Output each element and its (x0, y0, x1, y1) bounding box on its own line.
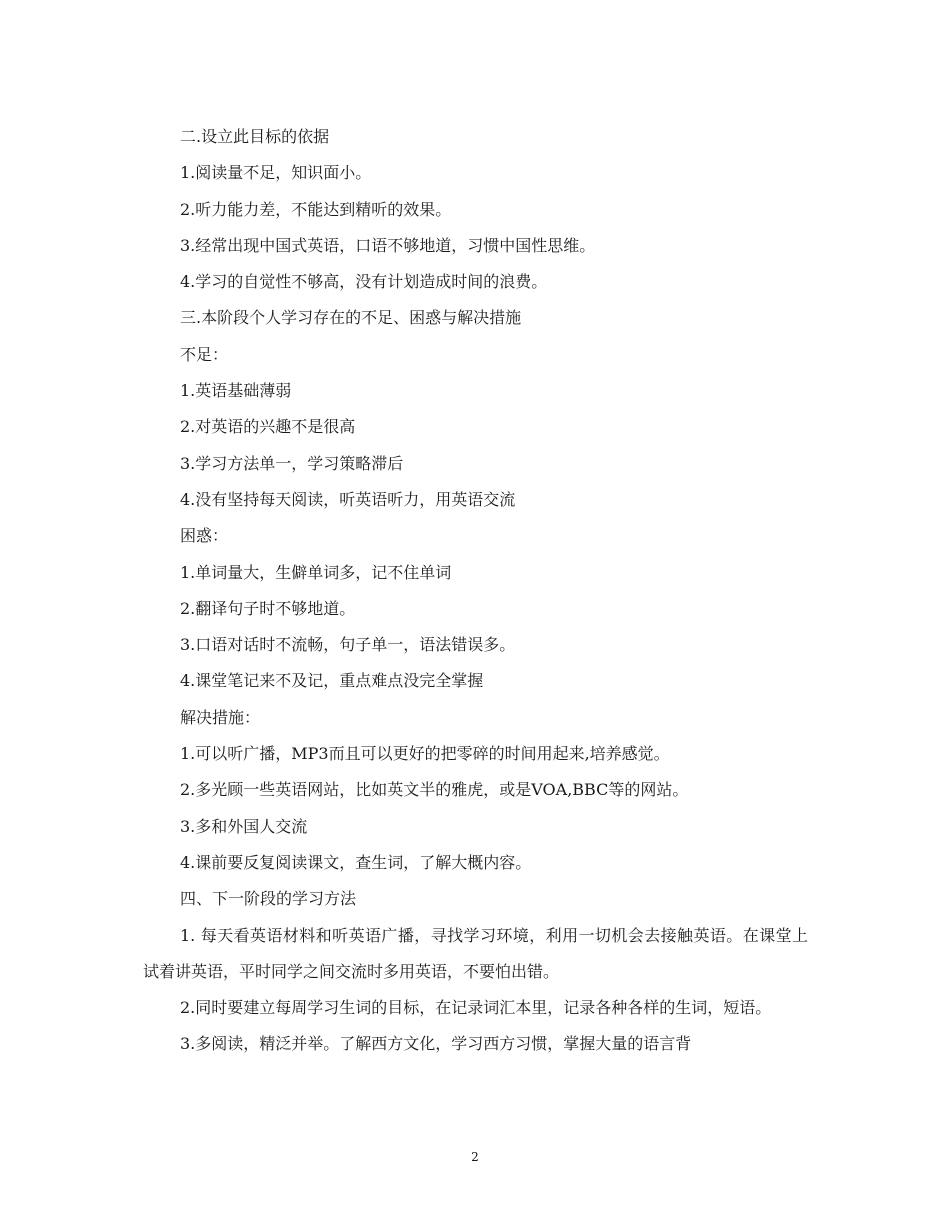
section-heading-basis: 二.设立此目标的依据 (180, 127, 330, 146)
list-item: 2.听力能力差，不能达到精听的效果。 (180, 199, 452, 219)
list-item: 1.单词量大，生僻单词多，记不住单词 (180, 562, 452, 582)
page-number: 2 (471, 1150, 479, 1164)
list-item: 3.经常出现中国式英语，口语不够地道，习惯中国性思维。 (180, 235, 596, 255)
list-item: 4.没有坚持每天阅读，听英语听力，用英语交流 (180, 489, 516, 509)
section-heading-shortcomings: 三.本阶段个人学习存在的不足、困惑与解决措施 (180, 308, 522, 328)
list-item: 3.多和外国人交流 (180, 816, 308, 836)
list-item: 1.可以听广播，MP3而且可以更好的把零碎的时间用起来,培养感觉。 (180, 744, 670, 764)
list-item: 3.学习方法单一，学习策略滞后 (180, 453, 404, 473)
list-item: 4.课堂笔记来不及记，重点难点没完全掌握 (180, 671, 484, 691)
list-item: 1.阅读量不足，知识面小。 (180, 163, 372, 183)
subheading-solutions: 解决措施： (180, 707, 261, 727)
paragraph: 1. 每天看英语材料和听英语广播，寻找学习环境，利用一切机会去接触英语。在课堂上试着讲英语，平时同学之间交流时多用英语，不要怕出错。 (143, 925, 808, 981)
list-item: 4.课前要反复阅读课文，查生词，了解大概内容。 (180, 852, 532, 872)
section-heading-next-stage: 四、下一阶段的学习方法 (180, 889, 357, 909)
list-item: 3.口语对话时不流畅，句子单一，语法错误多。 (180, 635, 516, 655)
list-item: 2.翻译句子时不够地道。 (180, 598, 356, 618)
subheading-confusions: 困惑： (180, 526, 229, 546)
paragraph: 3.多阅读，精泛并举。了解西方文化，学习西方习惯，掌握大量的语言背 (180, 1034, 692, 1054)
list-item: 2.对英语的兴趣不是很高 (180, 417, 356, 437)
list-item: 1.英语基础薄弱 (180, 381, 292, 401)
list-item: 4.学习的自觉性不够高，没有计划造成时间的浪费。 (180, 272, 548, 292)
paragraph: 2.同时要建立每周学习生词的目标，在记录词汇本里，记录各种各样的生词，短语。 (180, 998, 772, 1018)
subheading-shortcomings: 不足： (180, 344, 229, 364)
document-body (143, 119, 808, 1063)
list-item: 2.多光顾一些英语网站，比如英文半的雅虎，或是VOA,BBC等的网站。 (180, 780, 689, 800)
